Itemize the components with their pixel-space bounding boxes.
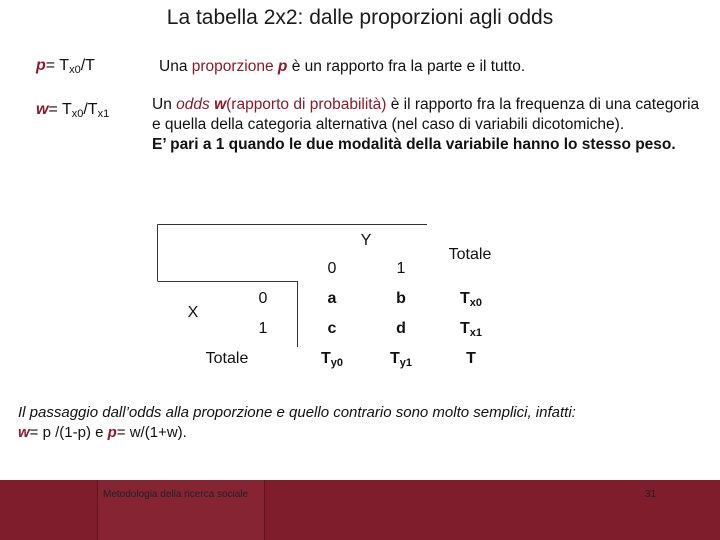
proportion-symbol: p (36, 57, 46, 74)
odds-term: odds (176, 96, 210, 113)
column-total-header: Totale (448, 246, 492, 263)
cell-b: b (396, 290, 406, 307)
proportion-symbol: p (277, 58, 288, 75)
proportion-symbol: p (107, 424, 117, 441)
odds-description (152, 95, 712, 155)
formula-denominator: /T (83, 101, 98, 118)
row-header-1: 1 (258, 320, 268, 337)
formula-numerator-subscript: x0 (71, 108, 84, 120)
desc-text: è il rapporto fra la frequenza di una categoria e quella della categoria alternativa (nel caso di variabili dicotomiche). (152, 96, 700, 133)
footer-course-label: Metodologia della ricerca sociale (103, 489, 249, 500)
equals-sign: = (45, 57, 60, 74)
column-total-0: $T_{y0}$ (320, 350, 344, 369)
odds-symbol: w (36, 101, 49, 118)
formula-denominator-subscript: x1 (97, 108, 110, 120)
row-total-0: $T_{x0}$ (459, 290, 483, 309)
odds-formula (36, 101, 109, 120)
slide-title: La tabella 2x2: dalle proporzioni agli odds (166, 6, 554, 29)
proportion-term: proporzione (191, 58, 274, 75)
note-formula: = w/(1+w). (116, 424, 187, 441)
column-variable-label: Y (360, 232, 372, 249)
cell-c: c (327, 320, 337, 337)
row-header-0: 0 (258, 290, 268, 307)
odds-bold-statement: E’ pari a 1 quando le due modalità della variabile hanno lo stesso peso. (152, 136, 676, 153)
conversion-note (18, 403, 708, 443)
note-formula: = p /(1-p) e (29, 424, 108, 441)
desc-text: Una (159, 58, 192, 75)
formula-numerator-subscript: x0 (69, 64, 81, 76)
row-total-1: $T_{x1}$ (459, 320, 483, 339)
equals-sign: = (48, 101, 62, 118)
column-header-0: 0 (327, 260, 337, 277)
odds-symbol: w (214, 96, 227, 113)
note-text: Il passaggio dall’odds alla proporzione e quello contrario sono molto semplici, infatti: (18, 404, 576, 421)
proportion-description (159, 57, 699, 77)
desc-text: Un (152, 96, 177, 113)
formula-numerator: T (61, 101, 72, 118)
column-header-1: 1 (396, 260, 406, 277)
odds-gloss: (rapporto di probabilità) (226, 96, 387, 113)
cell-a: a (327, 290, 337, 307)
proportion-formula (36, 57, 95, 76)
contingency-table (157, 224, 504, 374)
column-total-1: $T_{y1}$ (389, 350, 413, 369)
formula-denominator: /T (80, 57, 95, 74)
row-variable-label: X (187, 304, 199, 321)
desc-text: è un rapporto fra la parte e il tutto. (287, 58, 526, 75)
cell-d: d (396, 320, 406, 337)
page-number: 31 (645, 489, 657, 500)
odds-symbol: w (18, 424, 30, 441)
formula-numerator: T (59, 57, 70, 74)
row-total-label: Totale (205, 350, 249, 367)
grand-total: T (466, 350, 476, 367)
